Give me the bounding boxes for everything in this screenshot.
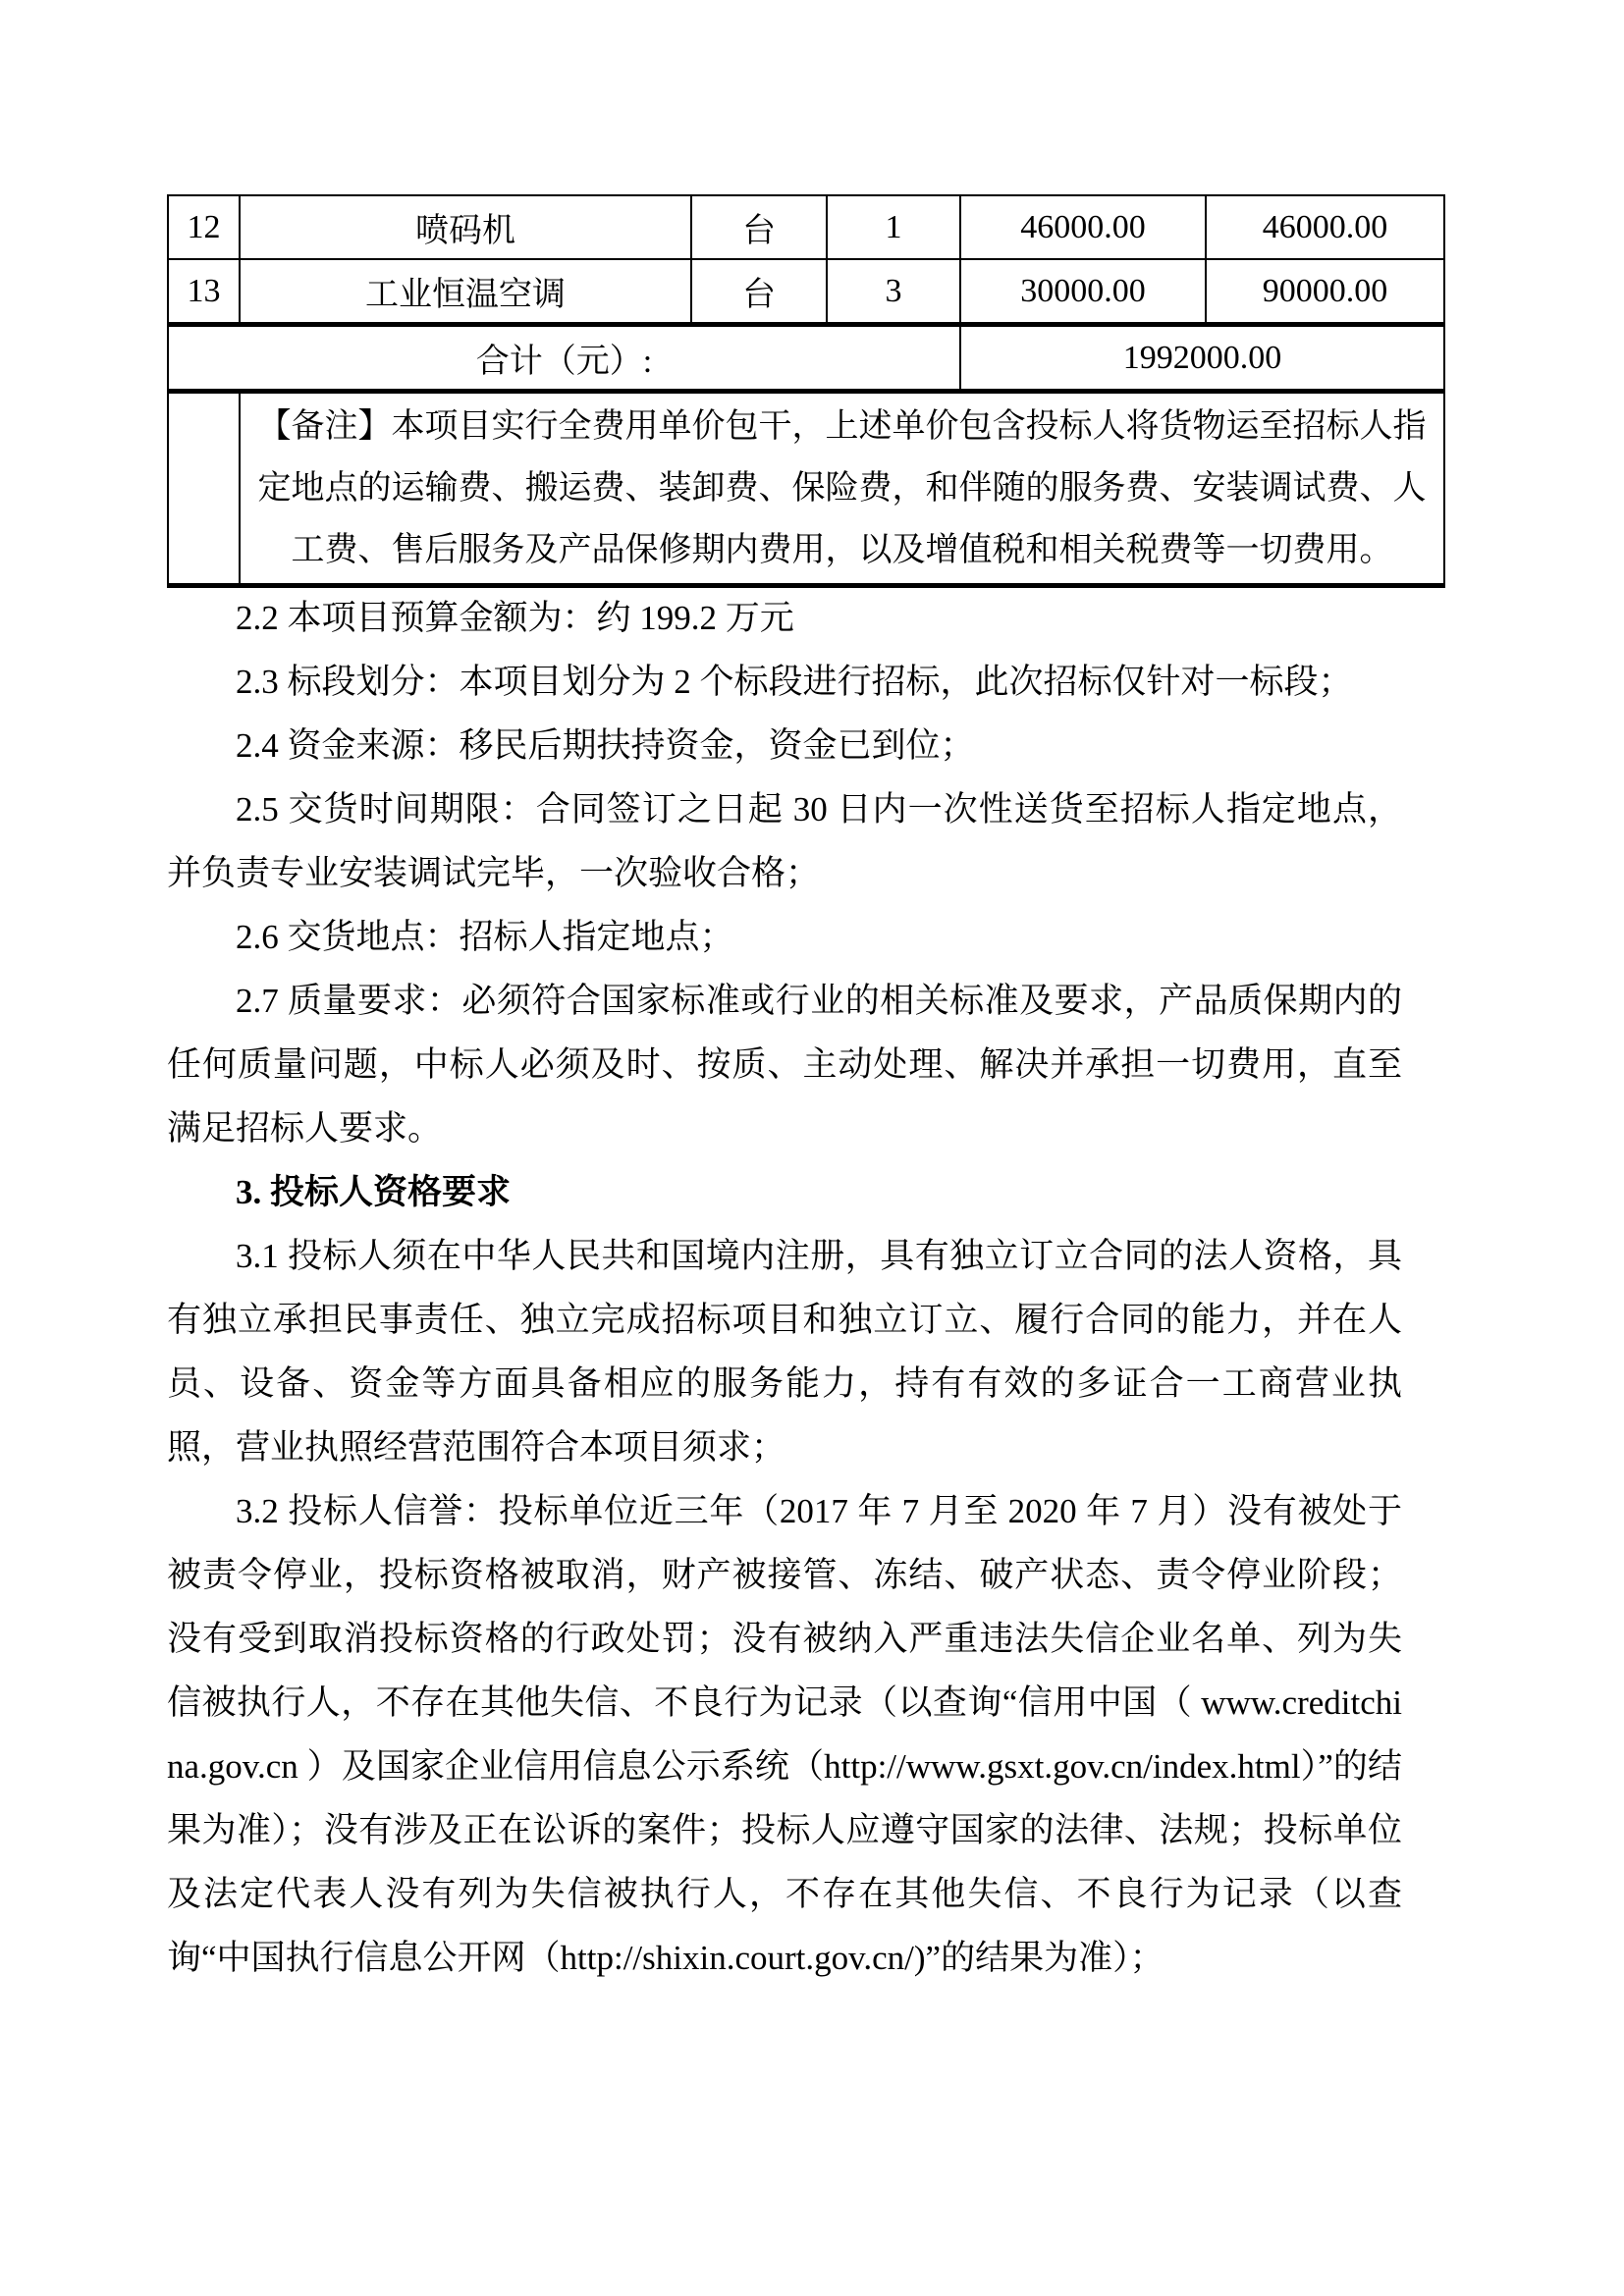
paragraph-2-2: 2.2 本项目预算金额为：约 199.2 万元 [236,599,794,637]
paragraph-3-2: 3.2 投标人信誉：投标单位近三年（2017 年 7 月至 2020 年 7 月）没有被处于被责令停业，投标资格被取消，财产被接管、冻结、破产状态、责令停业阶段；没有受到取消投标资格的行政处罚；没有被纳入严重违法失信企业名单、列为失信被执行人，不存在其他失信、不良行为记录（以查询“信用中国（ www.creditchina.gov.cn ）及国家企业信用信息公示系统（http://www.gsxt.gov.cn/index.html）”的结果为准）；没有涉及正在讼诉的案件；投标人应遵守国家的法律、法规；投标单位及法定代表人没有列为失信被执行人，不存在其他失信、不良行为记录（以查询“中国执行信息公开网（http://shixin.court.gov.cn/)”的结果为准）； [167,1492,1402,1977]
paragraph-2-4: 2.4 资金来源：移民后期扶持资金，资金已到位； [236,726,975,765]
cell-unit-price: 30000.00 [960,259,1206,325]
table-row [168,259,1444,325]
cell-unit-price: 46000.00 [960,195,1206,259]
cell-amount: 90000.00 [1206,259,1444,325]
cell-qty: 1 [827,195,960,259]
section-heading-3: 3. 投标人资格要求 [236,1173,512,1211]
paragraph-3-1: 3.1 投标人须在中华人民共和国境内注册，具有独立订立合同的法人资格，具有独立承担民事责任、独立完成招标项目和独立订立、履行合同的能力，并在人员、设备、资金等方面具备相应的服务能力，持有有效的多证合一工商营业执照，营业执照经营范围符合本项目须求； [167,1237,1402,1467]
goods-table [167,194,1445,588]
paragraph-2-3: 2.3 标段划分：本项目划分为 2 个标段进行招标，此次招标仅针对一标段； [236,663,1353,701]
cell-seq: 12 [168,195,240,259]
cell-unit: 台 [691,259,827,325]
cell-item-name: 工业恒温空调 [240,259,691,325]
table-total-row [168,325,1444,392]
paragraph-2-7: 2.7 质量要求：必须符合国家标准或行业的相关标准及要求，产品质保期内的任何质量问题，中标人必须及时、按质、主动处理、解决并承担一切费用，直至满足招标人要求。 [167,982,1402,1148]
paragraph-2-5: 2.5 交货时间期限：合同签订之日起 30 日内一次性送货至招标人指定地点，并负责专业安装调试完毕，一次验收合格； [167,790,1402,892]
paragraph-2-6: 2.6 交货地点：招标人指定地点； [236,918,734,956]
cell-item-name: 喷码机 [240,195,691,259]
cell-unit: 台 [691,195,827,259]
table-remark-row [168,392,1444,586]
total-value: 1992000.00 [960,325,1444,392]
remark-text: 【备注】本项目实行全费用单价包干，上述单价包含投标人将货物运至招标人指定地点的运输费、搬运费、装卸费、保险费，和伴随的服务费、安装调试费、人工费、售后服务及产品保修期内费用，以及增值税和相关税费等一切费用。 [240,392,1444,586]
cell-qty: 3 [827,259,960,325]
cell-seq: 13 [168,259,240,325]
document-body [167,586,1402,1990]
table-row [168,195,1444,259]
total-label: 合计（元）: [168,325,960,392]
cell-amount: 46000.00 [1206,195,1444,259]
remark-empty-cell [168,392,240,586]
